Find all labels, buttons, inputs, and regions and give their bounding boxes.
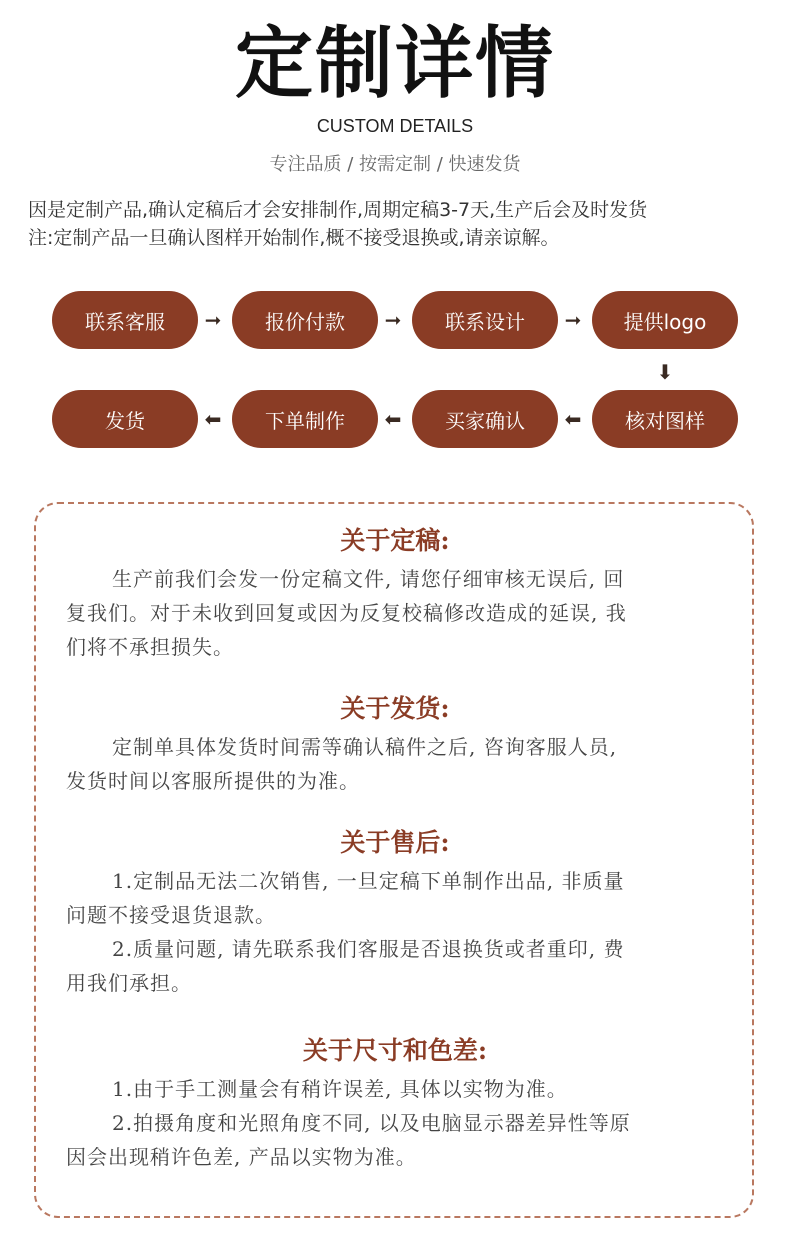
step-check-design: 核对图样 [592,390,738,448]
tagline: 专注品质 / 按需定制 / 快速发货 [269,154,521,175]
arrow-down-icon: ⬇ [656,360,674,384]
body-line: 问题不接受退货退款。 [66,903,276,927]
section-title-shipping: 关于发货: [340,694,450,723]
arrow-right-icon: ➞ [384,308,402,332]
body-line: 1.由于手工测量会有稍许误差, 具体以实物为准。 [112,1077,568,1101]
step-contact-service: 联系客服 [52,291,198,349]
step-buyer-confirm: 买家确认 [412,390,558,448]
body-line: 2.质量问题, 请先联系我们客服是否退换货或者重印, 费 [112,937,625,961]
notice-line: 注:定制产品一旦确认图样开始制作,概不接受退换或,请亲谅解。 [28,227,560,249]
body-line: 生产前我们会发一份定稿文件, 请您仔细审核无误后, 回 [112,567,625,591]
body-line: 用我们承担。 [66,971,192,995]
section-body-size-color [66,1072,730,1174]
english-subtitle: CUSTOM DETAILS [316,116,474,136]
section-body-shipping [66,730,730,798]
section-title-after-sales: 关于售后: [340,828,450,857]
body-line: 们将不承担损失。 [66,635,234,659]
body-line: 1.定制品无法二次销售, 一旦定稿下单制作出品, 非质量 [112,869,625,893]
section-title-size-color: 关于尺寸和色差: [302,1036,488,1065]
step-shipping: 发货 [52,390,198,448]
body-line: 定制单具体发货时间需等确认稿件之后, 咨询客服人员, [112,735,618,759]
body-line: 发货时间以客服所提供的为准。 [66,769,360,793]
arrow-left-icon: ⬅ [384,407,402,431]
page-title: 定制详情 [234,19,555,109]
arrow-right-icon: ➞ [564,308,582,332]
notice-block [28,196,768,252]
section-title-finalization: 关于定稿: [340,526,450,555]
step-contact-design: 联系设计 [412,291,558,349]
arrow-left-icon: ⬅ [204,407,222,431]
step-order-production: 下单制作 [232,390,378,448]
body-line: 复我们。对于未收到回复或因为反复校稿修改造成的延误, 我 [66,601,627,625]
section-body-after-sales [66,864,730,1000]
body-line: 2.拍摄角度和光照角度不同, 以及电脑显示器差异性等原 [112,1111,631,1135]
step-quote-payment: 报价付款 [232,291,378,349]
step-provide-logo: 提供logo [592,291,738,349]
section-body-finalization [66,562,730,664]
arrow-left-icon: ⬅ [564,407,582,431]
arrow-right-icon: ➞ [204,308,222,332]
notice-line: 因是定制产品,确认定稿后才会安排制作,周期定稿3-7天,生产后会及时发货 [28,199,648,221]
body-line: 因会出现稍许色差, 产品以实物为准。 [66,1145,417,1169]
